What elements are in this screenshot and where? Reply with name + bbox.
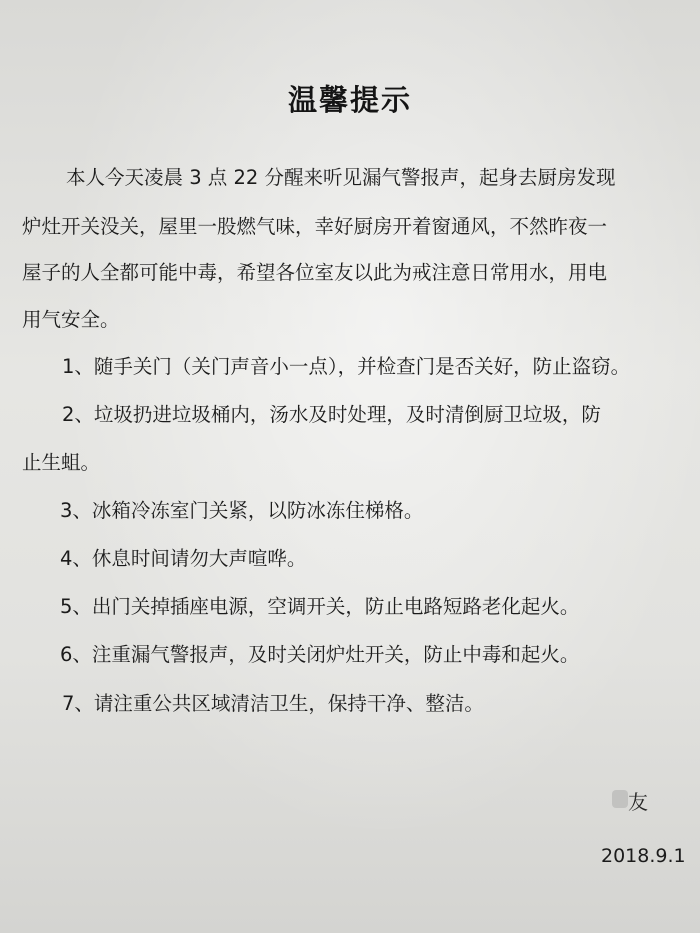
item-4: 4、休息时间请勿大声喧哗。: [60, 547, 307, 570]
signature-smudge: [612, 790, 628, 808]
item-6: 6、注重漏气警报声，及时关闭炉灶开关，防止中毒和起火。: [60, 643, 580, 666]
item-5: 5、出门关掉插座电源，空调开关，防止电路短路老化起火。: [60, 595, 580, 618]
item-7: 7、请注重公共区域清洁卫生，保持干净、整洁。: [62, 692, 484, 715]
intro-line-4: 用气安全。: [22, 308, 120, 331]
intro-line-2: 炉灶开关没关，屋里一股燃气味，幸好厨房开着窗通风，不然昨夜一: [22, 215, 608, 238]
signature: 友: [628, 790, 648, 814]
intro-line-3: 屋子的人全都可能中毒，希望各位室友以此为戒注意日常用水，用电: [22, 261, 608, 284]
item-1: 1、随手关门（关门声音小一点），并检查门是否关好，防止盗窃。: [62, 355, 631, 378]
item-2: 2、垃圾扔进垃圾桶内，汤水及时处理，及时清倒厨卫垃圾，防: [62, 403, 601, 426]
item-2-continued: 止生蛆。: [22, 451, 101, 474]
notice-title: 温馨提示: [287, 83, 412, 117]
intro-line-1: 本人今天凌晨 3 点 22 分醒来听见漏气警报声，起身去厨房发现: [66, 166, 616, 189]
notice-date: 2018.9.1: [601, 845, 686, 867]
item-3: 3、冰箱冷冻室门关紧，以防冰冻住梯格。: [60, 499, 424, 522]
